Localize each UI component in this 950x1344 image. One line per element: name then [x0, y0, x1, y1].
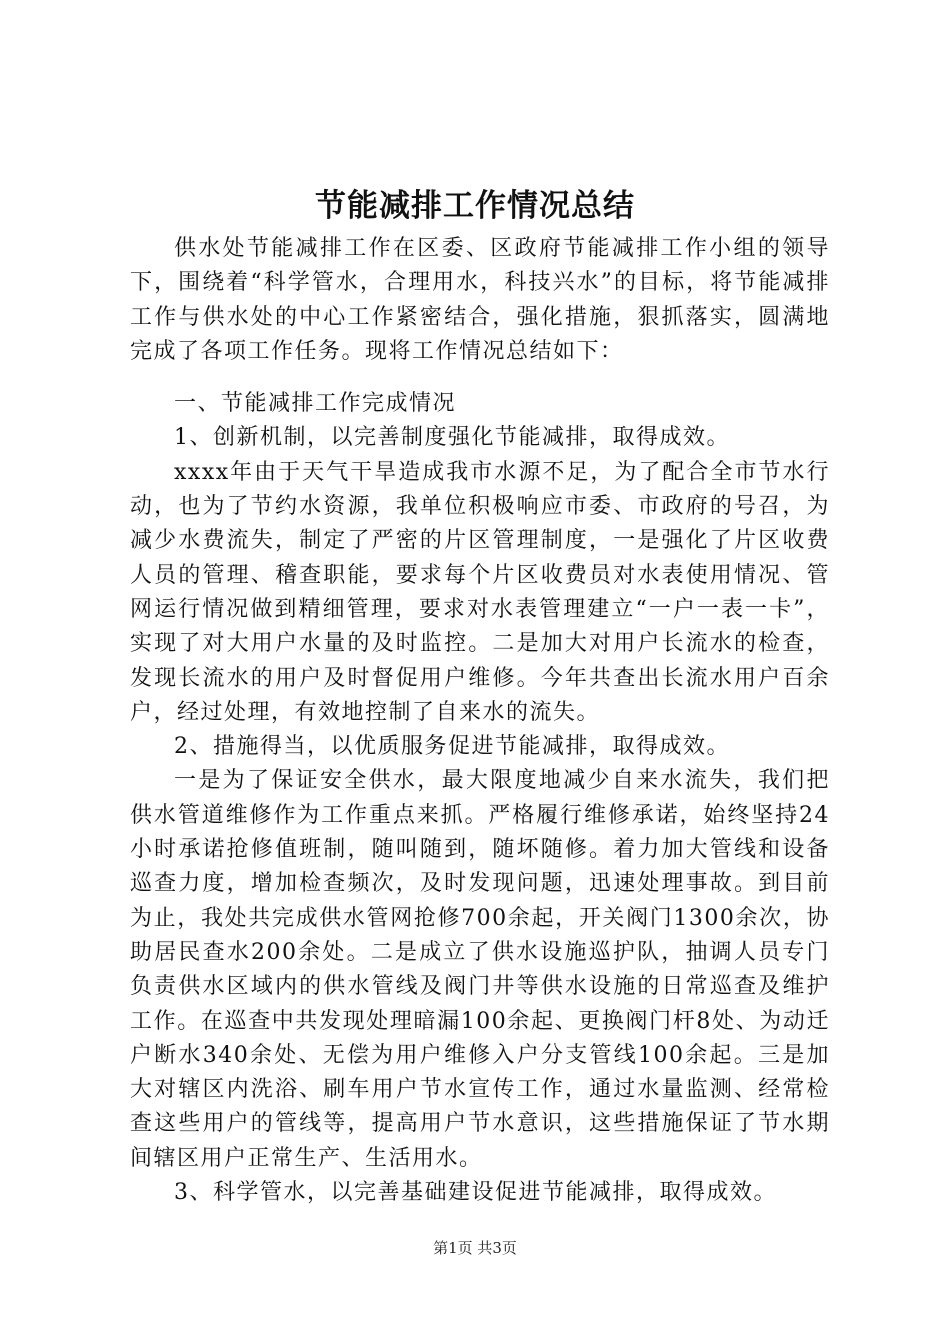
- paragraph-intro: 供水处节能减排工作在区委、区政府节能减排工作小组的领导下，围绕着“科学管水，合理用水，科技兴水”的目标，将节能减排工作与供水处的中心工作紧密结合，强化措施，狠抓落实，圆满地完成了各项工作任务。现将工作情况总结如下：: [130, 236, 830, 364]
- section-heading: 一、节能减排工作完成情况: [174, 391, 457, 417]
- page-footer: 第1页 共3页: [433, 1239, 517, 1257]
- paragraph-2: 一是为了保证安全供水，最大限度地减少自来水流失，我们把供水管道维修作为工作重点来抓。严格履行维修承诺，始终坚持24小时承诺抢修值班制，随叫随到，随坏随修。着力加大管线和设备巡查力度，增加检查频次，及时发现问题，迅速处理事故。到目前为止，我处共完成供水管网抢修700余起，开关阀门1300余次，协助居民查水200余处。二是成立了供水设施巡护队，抽调人员专门负责供水区域内的供水管线及阀门井等供水设施的日常巡查及维护工作。在巡查中共发现处理暗漏100余起、更换阀门杆8处、为动迁户断水340余处、无偿为用户维修入户分支管线100余起。三是加大对辖区内洗浴、刷车用户节水宣传工作，通过水量监测、经常检查这些用户的管线等，提高用户节水意识，这些措施保证了节水期间辖区用户正常生产、生活用水。: [130, 768, 830, 1171]
- paragraph-1: xxxx年由于天气干旱造成我市水源不足，为了配合全市节水行动，也为了节约水资源，我单位积极响应市委、市政府的号召，为减少水费流失，制定了严密的片区管理制度，一是强化了片区收费人员的管理、稽查职能，要求每个片区收费员对水表使用情况、管网运行情况做到精细管理，要求对水表管理建立“一户一表一卡”，实现了对大用户水量的及时监控。二是加大对用户长流水的检查，发现长流水的用户及时督促用户维修。今年共查出长流水用户百余户，经过处理，有效地控制了自来水的流失。: [130, 459, 830, 725]
- document-body: [130, 232, 830, 1210]
- subsection-heading-2: 2、措施得当，以优质服务促进节能减排，取得成效。: [174, 734, 730, 760]
- subsection-heading-3: 3、科学管水，以完善基础建设促进节能减排，取得成效。: [174, 1180, 777, 1206]
- subsection-heading-1: 1、创新机制，以完善制度强化节能减排，取得成效。: [174, 425, 730, 451]
- document-title: 节能减排工作情况总结: [315, 188, 635, 224]
